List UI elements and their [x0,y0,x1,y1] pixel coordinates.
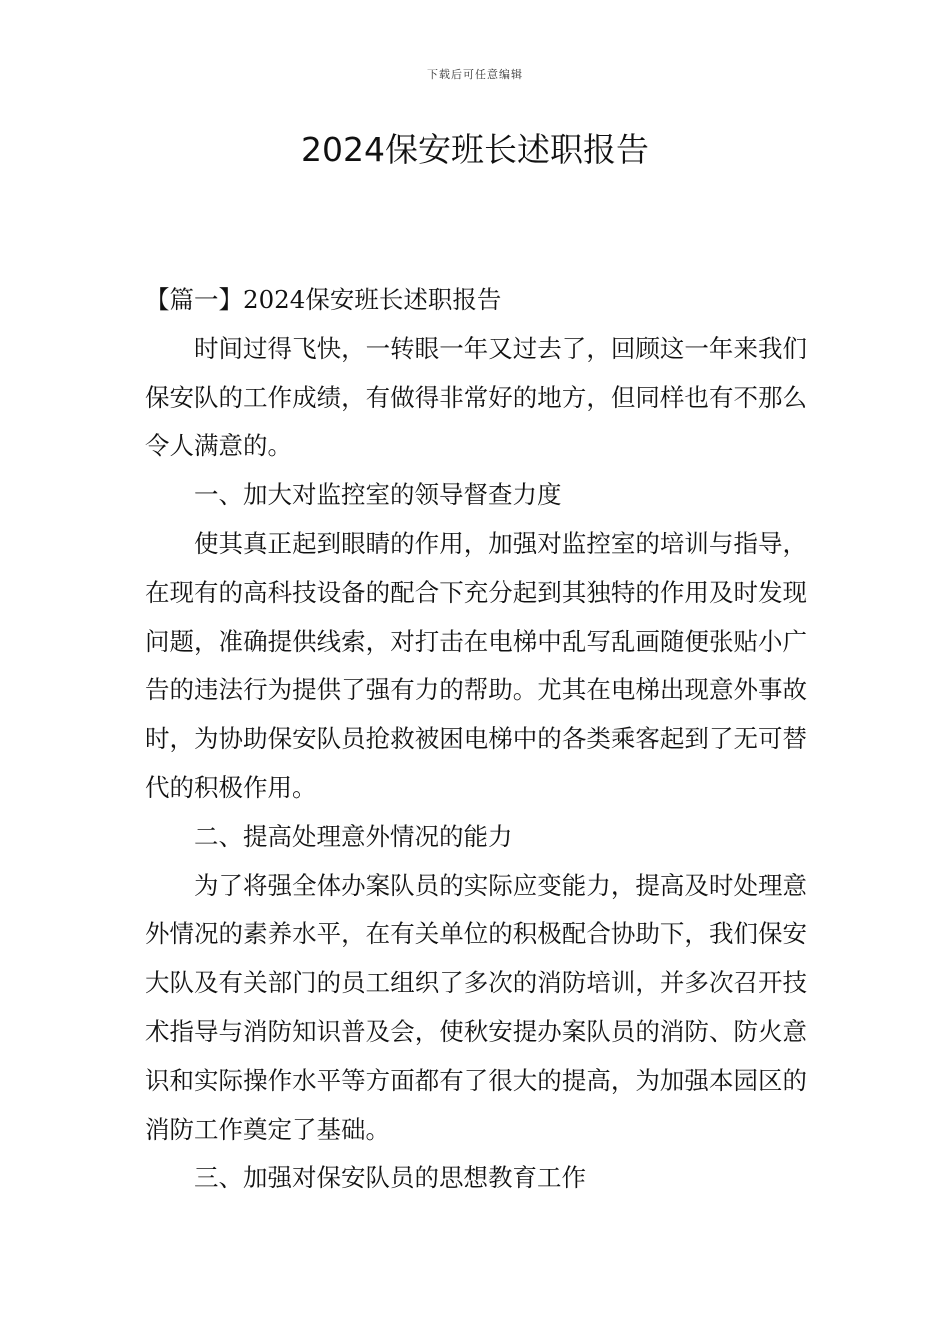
section-heading-3: 三、加强对保安队员的思想教育工作 [194,1163,586,1193]
document-title: 2024保安班长述职报告 [301,130,649,169]
section-heading-2: 二、提高处理意外情况的能力 [194,821,513,851]
section-paragraph-2: 为了将强全体办案队员的实际应变能力，提高及时处理意外情况的素养水平，在有关单位的积极配合协助下，我们保安大队及有关部门的员工组织了多次的消防培训，并多次召开技术指导与消防知识普及会，使秋安提办案队员的消防、防火意识和实际操作水平等方面都有了很大的提高，为加强本园区的消防工作奠定了基础。 [145,870,807,1144]
section-heading-1: 一、加大对监控室的领导督查力度 [194,480,562,510]
document-body [145,276,807,1203]
section-heading-part-one: 【篇一】2024保安班长述职报告 [145,285,502,314]
intro-paragraph: 时间过得飞快，一转眼一年又过去了，回顾这一年来我们保安队的工作成绩，有做得非常好的地方，但同样也有不那么令人满意的。 [145,333,807,461]
section-paragraph-1: 使其真正起到眼睛的作用，加强对监控室的培训与指导，在现有的高科技设备的配合下充分起到其独特的作用及时发现问题，准确提供线索，对打击在电梯中乱写乱画随便张贴小广告的违法行为提供了强有力的帮助。尤其在电梯出现意外事故时，为协助保安队员抢救被困电梯中的各类乘客起到了无可替代的积极作用。 [145,528,807,802]
header-note: 下载后可任意编辑 [427,68,523,81]
